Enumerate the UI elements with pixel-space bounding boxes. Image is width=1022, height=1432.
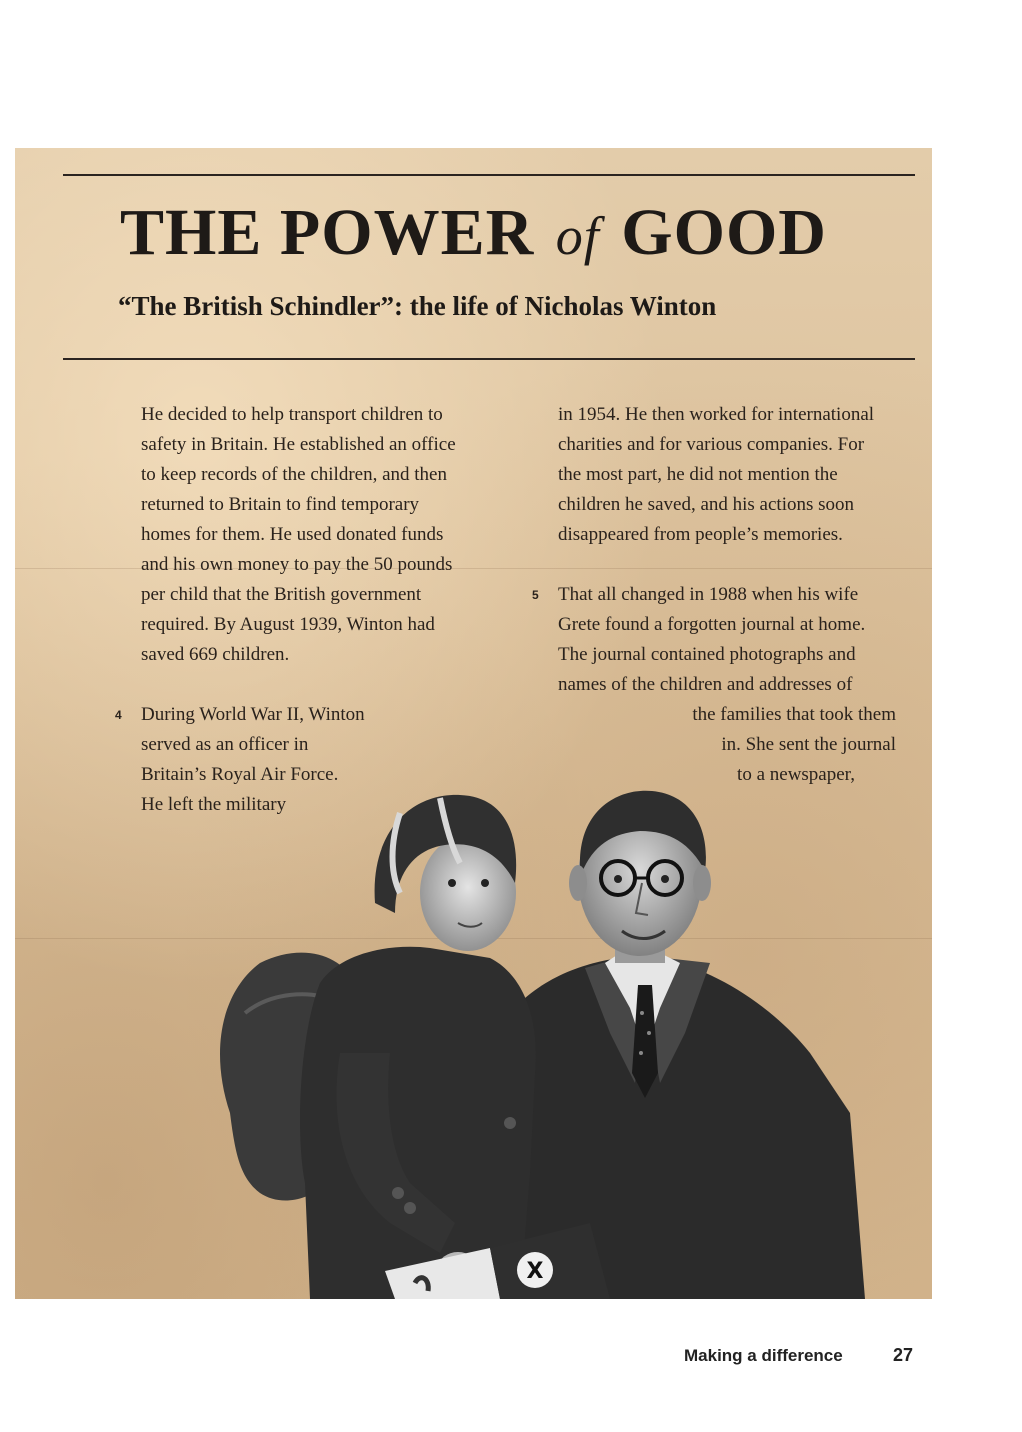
top-rule bbox=[63, 174, 915, 176]
page-number: 27 bbox=[893, 1345, 914, 1365]
title-part-2: GOOD bbox=[621, 196, 827, 269]
section-label: Making a difference bbox=[684, 1346, 843, 1365]
booklet-badge-letter: X bbox=[526, 1259, 544, 1284]
paragraph-continued bbox=[558, 400, 918, 550]
text-line: That all changed in 1988 when his wife bbox=[558, 584, 859, 605]
paragraph-number: 4 bbox=[115, 708, 122, 722]
paragraph-3 bbox=[141, 400, 521, 670]
text-line: to a newspaper, bbox=[737, 764, 855, 785]
text-line: safety in Britain. He established an office bbox=[141, 434, 456, 455]
text-line: the families that took them bbox=[692, 704, 896, 725]
text-line: in. She sent the journal bbox=[721, 734, 896, 755]
parchment-panel bbox=[15, 148, 932, 1299]
text-line: served as an officer in bbox=[141, 734, 309, 755]
paragraph-number: 5 bbox=[532, 588, 539, 602]
text-line: He left the military bbox=[141, 794, 287, 815]
bottom-rule bbox=[63, 358, 915, 360]
text-line: The journal contained photographs and bbox=[558, 644, 856, 665]
text-line: to keep records of the children, and then bbox=[141, 464, 447, 485]
title-part-1: THE POWER bbox=[120, 196, 535, 269]
page-subtitle: “The British Schindler”: the life of Nicholas Winton bbox=[118, 291, 717, 321]
page-title bbox=[15, 196, 932, 269]
historic-photo bbox=[190, 753, 870, 1299]
text-line: During World War II, Winton bbox=[141, 704, 365, 725]
text-line: per child that the British government bbox=[141, 584, 422, 605]
text-line: Britain’s Royal Air Force. bbox=[141, 764, 339, 785]
text-line: charities and for various companies. For bbox=[558, 434, 865, 455]
child-figure bbox=[220, 795, 536, 1299]
text-line: disappeared from people’s memories. bbox=[558, 524, 843, 545]
text-line: returned to Britain to find temporary bbox=[141, 494, 420, 515]
text-line: He decided to help transport children to bbox=[141, 404, 443, 425]
text-line: children he saved, and his actions soon bbox=[558, 494, 855, 515]
text-line: Grete found a forgotten journal at home. bbox=[558, 614, 866, 635]
text-line: names of the children and addresses of bbox=[558, 674, 853, 695]
text-line: homes for them. He used donated funds bbox=[141, 524, 444, 545]
text-line: saved 669 children. bbox=[141, 644, 290, 665]
text-line: and his own money to pay the 50 pounds bbox=[141, 554, 453, 575]
text-line: the most part, he did not mention the bbox=[558, 464, 838, 485]
title-of: of bbox=[555, 206, 600, 266]
text-line: in 1954. He then worked for international bbox=[558, 404, 875, 425]
text-line: required. By August 1939, Winton had bbox=[141, 614, 435, 635]
